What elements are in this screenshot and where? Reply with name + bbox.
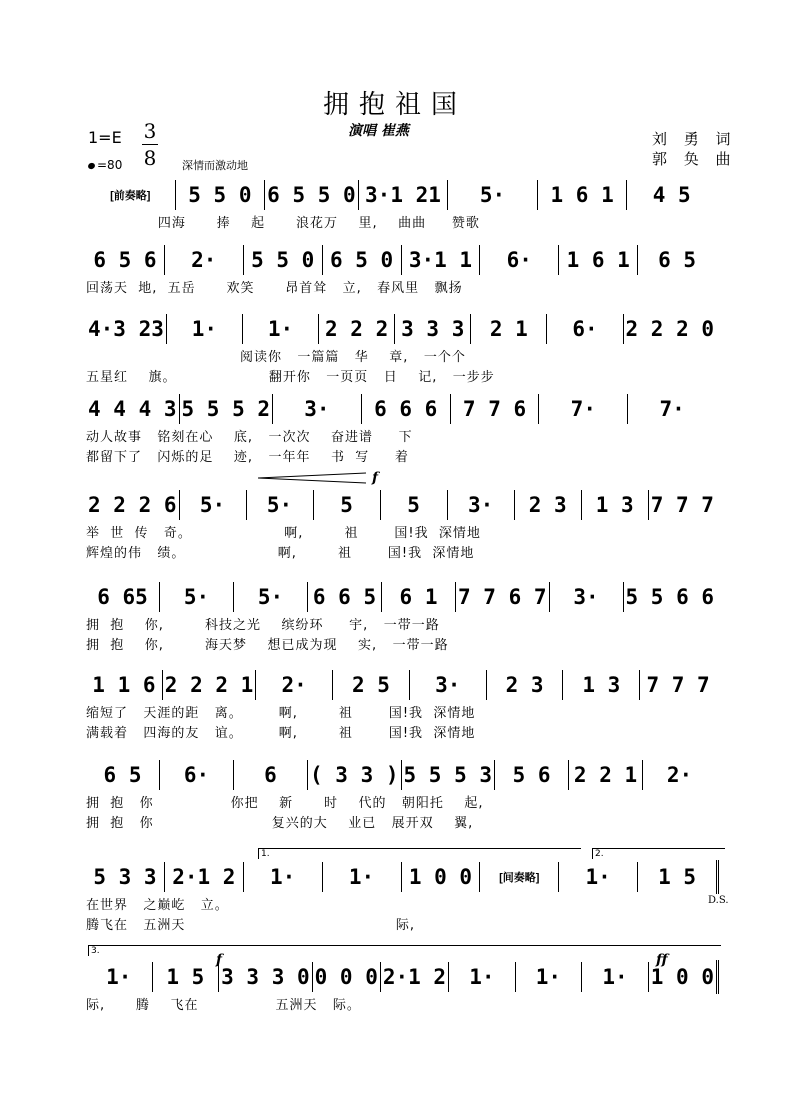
measure bbox=[272, 394, 361, 424]
time-signature bbox=[142, 118, 158, 171]
measure-notes: 1 6 1 bbox=[550, 183, 614, 207]
measure bbox=[568, 760, 642, 790]
measure bbox=[307, 760, 401, 790]
measure bbox=[179, 394, 273, 424]
expression-mark: 深情而激动地 bbox=[182, 159, 248, 172]
measure-notes: 3·1 21 bbox=[365, 183, 441, 207]
measure-notes: 6 5 0 bbox=[329, 248, 394, 272]
measure bbox=[546, 314, 622, 344]
lyric-line: 拥 抱 你 你把 新 时 代的 朝阳托 起, bbox=[86, 796, 484, 811]
lyric-line: 五星红 旗。 翻开你 一页页 日 记, 一步步 bbox=[86, 370, 495, 385]
measure-group bbox=[86, 178, 716, 212]
measure bbox=[537, 180, 627, 210]
measure bbox=[166, 314, 242, 344]
measure-notes: 1· bbox=[535, 965, 562, 989]
dynamic-forte-1: f bbox=[372, 470, 379, 486]
tempo-mark bbox=[88, 158, 122, 172]
measure-group bbox=[86, 312, 716, 346]
measure-notes: 5 5 5 3 bbox=[403, 763, 493, 787]
quarter-note-icon bbox=[87, 162, 96, 170]
lyric-line: 四海 捧 起 浪花万 里, 曲曲 赞歌 bbox=[86, 216, 480, 231]
measure-group bbox=[86, 668, 716, 702]
measure-notes: 6· bbox=[183, 763, 210, 787]
lyric-line: 在世界 之巅屹 立。 bbox=[86, 898, 229, 913]
measure-notes: 2· bbox=[191, 248, 217, 272]
measure bbox=[479, 862, 558, 892]
measure bbox=[626, 180, 716, 210]
measure-notes: 2 2 2 0 bbox=[625, 317, 715, 341]
measure-notes: 4 5 bbox=[652, 183, 691, 207]
measure bbox=[233, 760, 307, 790]
measure-notes: 5 5 5 2 bbox=[181, 397, 271, 421]
measure bbox=[558, 862, 637, 892]
measure bbox=[164, 862, 243, 892]
measure-notes: 5· bbox=[266, 493, 293, 517]
measure bbox=[159, 760, 233, 790]
measure-notes: 2·1 2 bbox=[382, 965, 447, 989]
measure bbox=[179, 490, 246, 520]
measure-notes: 1 3 bbox=[582, 673, 621, 697]
measure bbox=[86, 180, 175, 210]
measure-notes: 5· bbox=[257, 585, 284, 609]
measure-notes: 6 bbox=[264, 763, 277, 787]
measure-notes: 1 5 bbox=[658, 865, 697, 889]
measure bbox=[242, 314, 318, 344]
measure-notes: 1· bbox=[585, 865, 611, 889]
measure-notes: 7 7 6 7 bbox=[458, 585, 547, 609]
measure-notes: 1· bbox=[602, 965, 628, 989]
measure bbox=[162, 670, 256, 700]
measure bbox=[332, 670, 409, 700]
measure bbox=[455, 582, 549, 612]
measure-notes: 1 5 bbox=[166, 965, 205, 989]
measure bbox=[322, 862, 401, 892]
key-signature: 1=E bbox=[88, 128, 122, 147]
measure bbox=[233, 582, 307, 612]
measure-notes: 2 2 2 1 bbox=[164, 673, 254, 697]
measure bbox=[515, 962, 582, 992]
measure-notes: 5 6 bbox=[512, 763, 551, 787]
measure-notes: 4·3 23 bbox=[88, 317, 164, 341]
ds-mark: D.S. bbox=[708, 895, 729, 906]
measure bbox=[159, 582, 233, 612]
measure bbox=[86, 582, 159, 612]
measure-notes: 6· bbox=[506, 248, 532, 272]
measure-notes: 3 3 3 0 bbox=[221, 965, 310, 989]
measure bbox=[639, 670, 716, 700]
measure bbox=[581, 962, 648, 992]
measure bbox=[322, 245, 401, 275]
measure-notes: 2 5 bbox=[352, 673, 390, 697]
lyric-line: 辉煌的伟 绩。 啊, 祖 国!我 深情地 bbox=[86, 546, 475, 561]
measure-notes: 1· bbox=[191, 317, 218, 341]
measure-notes: 1· bbox=[267, 317, 294, 341]
measure bbox=[264, 180, 358, 210]
lyric-line: 腾飞在 五洲天 际, bbox=[86, 918, 415, 933]
lyric-line: 都留下了 闪烁的足 迹, 一年年 书 写 着 bbox=[86, 450, 409, 465]
measure bbox=[581, 490, 648, 520]
measure bbox=[637, 245, 716, 275]
measure-notes: 3· bbox=[468, 493, 494, 517]
measure bbox=[642, 760, 716, 790]
measure bbox=[562, 670, 639, 700]
measure-notes: 5 bbox=[340, 493, 353, 517]
measure bbox=[243, 862, 322, 892]
measure-notes: 6 5 6 bbox=[93, 248, 157, 272]
measure-notes: 4 4 4 3 bbox=[88, 397, 177, 421]
measure-notes: 2 2 2 6 bbox=[88, 493, 177, 517]
measure bbox=[246, 490, 313, 520]
dynamic-forte-2: f bbox=[216, 952, 223, 968]
time-sig-bottom: 8 bbox=[143, 146, 157, 170]
lyric-line: 举 世 传 奇。 啊, 祖 国!我 深情地 bbox=[86, 526, 481, 541]
measure-notes: 3·1 1 bbox=[408, 248, 473, 272]
measure-notes: 3· bbox=[573, 585, 599, 609]
measure bbox=[218, 962, 312, 992]
measure-notes: 7· bbox=[570, 397, 596, 421]
measure bbox=[86, 670, 162, 700]
measure-notes: 1· bbox=[348, 865, 375, 889]
measure bbox=[307, 582, 381, 612]
measure bbox=[514, 490, 581, 520]
lyricist-credit: 刘 勇 词 bbox=[652, 130, 737, 148]
measure-notes: 2 1 bbox=[489, 317, 528, 341]
lyric-line: 际, 腾 飞在 五洲天 际。 bbox=[86, 998, 361, 1013]
measure-notes: 6 1 bbox=[399, 585, 438, 609]
measure bbox=[627, 394, 716, 424]
measure-group bbox=[86, 488, 716, 522]
measure bbox=[401, 862, 480, 892]
lyric-line: 拥 抱 你 复兴的大 业已 展开双 翼, bbox=[86, 816, 474, 831]
measure-notes: [间奏略] bbox=[499, 872, 540, 884]
measure-notes: 5· bbox=[199, 493, 226, 517]
measure bbox=[255, 670, 332, 700]
measure-notes: 7 7 7 bbox=[646, 673, 710, 697]
song-title: 拥抱祖国 bbox=[322, 90, 467, 120]
measure-group bbox=[86, 758, 716, 792]
measure bbox=[549, 582, 623, 612]
lyric-line: 满载着 四海的友 谊。 啊, 祖 国!我 深情地 bbox=[86, 726, 476, 741]
measure-notes: ( 3 3 ) bbox=[310, 763, 399, 787]
measure-notes: 1 1 6 bbox=[92, 673, 156, 697]
measure bbox=[448, 962, 515, 992]
measure bbox=[409, 670, 486, 700]
measure-notes: 1· bbox=[270, 865, 296, 889]
measure bbox=[381, 582, 455, 612]
measure bbox=[86, 245, 164, 275]
measure bbox=[86, 760, 159, 790]
singer-credit: 演唱 崔燕 bbox=[348, 123, 409, 139]
measure-group bbox=[86, 580, 716, 614]
lyric-line: 拥 抱 你, 科技之光 缤纷环 宇, 一带一路 bbox=[86, 618, 440, 633]
first-ending-bracket: 1. bbox=[258, 848, 581, 859]
measure-notes: 1· bbox=[106, 965, 132, 989]
measure bbox=[623, 314, 717, 344]
measure-notes: 5 5 0 bbox=[251, 248, 315, 272]
measure bbox=[313, 490, 380, 520]
measure bbox=[312, 962, 380, 992]
lyric-line: 阅读你 一篇篇 华 章, 一个个 bbox=[86, 350, 466, 365]
measure bbox=[380, 962, 448, 992]
measure bbox=[538, 394, 627, 424]
tempo-value: =80 bbox=[97, 158, 123, 172]
measure bbox=[401, 245, 480, 275]
measure-notes: 5 3 3 bbox=[93, 865, 157, 889]
measure-notes: 6 5 bbox=[658, 248, 697, 272]
measure-notes: 3· bbox=[304, 397, 330, 421]
measure bbox=[401, 760, 495, 790]
measure-notes: 2· bbox=[281, 673, 307, 697]
measure bbox=[86, 862, 164, 892]
lyric-line: 拥 抱 你, 海天梦 想已成为现 实, 一带一路 bbox=[86, 638, 449, 653]
measure bbox=[175, 180, 265, 210]
measure-notes: 7· bbox=[659, 397, 685, 421]
measure bbox=[152, 962, 219, 992]
measure-notes: 2 2 1 bbox=[573, 763, 638, 787]
measure-notes: 0 0 0 bbox=[314, 965, 378, 989]
measure bbox=[243, 245, 322, 275]
lyric-line: 动人故事 铭刻在心 底, 一次次 奋进谱 下 bbox=[86, 430, 413, 445]
measure bbox=[86, 490, 179, 520]
measure-group bbox=[86, 392, 716, 426]
measure-group bbox=[86, 960, 719, 994]
measure-group bbox=[86, 860, 719, 894]
measure-notes: 7 7 6 bbox=[462, 397, 527, 421]
measure-notes: 1· bbox=[469, 965, 495, 989]
measure bbox=[648, 490, 716, 520]
measure-notes: 1 3 bbox=[595, 493, 634, 517]
measure-notes: 2· bbox=[666, 763, 693, 787]
measure-notes: 5· bbox=[183, 585, 210, 609]
measure-notes: 6 65 bbox=[97, 585, 148, 609]
measure-notes: 1 0 0 bbox=[408, 865, 473, 889]
lyric-line: 缩短了 天涯的距 离。 啊, 祖 国!我 深情地 bbox=[86, 706, 476, 721]
measure bbox=[394, 314, 470, 344]
measure bbox=[380, 490, 447, 520]
measure-notes: 5· bbox=[479, 183, 506, 207]
measure bbox=[470, 314, 546, 344]
measure-notes: 6 6 5 bbox=[312, 585, 377, 609]
crescendo-hairpin bbox=[258, 472, 368, 484]
measure bbox=[358, 180, 448, 210]
measure bbox=[318, 314, 394, 344]
measure bbox=[558, 245, 637, 275]
measure-notes: 3· bbox=[435, 673, 461, 697]
dynamic-fortissimo: ff bbox=[656, 952, 668, 968]
measure-notes: 6 6 6 bbox=[374, 397, 438, 421]
lyric-line: 回荡天 地, 五岳 欢笑 昂首耸 立, 春风里 飘扬 bbox=[86, 281, 463, 296]
measure bbox=[361, 394, 450, 424]
measure-notes: 2 2 2 bbox=[325, 317, 389, 341]
measure-notes: 3 3 3 bbox=[401, 317, 465, 341]
measure bbox=[494, 760, 568, 790]
measure-notes: 1 6 1 bbox=[566, 248, 630, 272]
measure-notes: 2 3 bbox=[505, 673, 544, 697]
measure bbox=[486, 670, 563, 700]
measure-group bbox=[86, 243, 716, 277]
second-ending-bracket: 2. bbox=[592, 848, 725, 859]
measure-notes: 5 bbox=[407, 493, 420, 517]
measure bbox=[447, 490, 514, 520]
measure bbox=[86, 962, 152, 992]
measure bbox=[623, 582, 717, 612]
measure bbox=[164, 245, 243, 275]
measure bbox=[447, 180, 537, 210]
measure-notes: 1 0 0 bbox=[650, 965, 714, 989]
measure-notes: 2·1 2 bbox=[172, 865, 236, 889]
measure-notes: 6· bbox=[572, 317, 598, 341]
measure-notes: 2 3 bbox=[528, 493, 567, 517]
measure bbox=[450, 394, 539, 424]
measure-notes: 6 5 bbox=[103, 763, 142, 787]
measure-notes: 6 5 5 0 bbox=[267, 183, 356, 207]
measure-notes: 5 5 6 6 bbox=[625, 585, 715, 609]
measure bbox=[86, 314, 166, 344]
composer-credit: 郭 奂 曲 bbox=[652, 150, 737, 168]
measure bbox=[479, 245, 558, 275]
time-sig-top: 3 bbox=[143, 119, 157, 143]
measure bbox=[86, 394, 179, 424]
coda-ending-bracket: 3. bbox=[88, 945, 721, 956]
measure-notes: 5 5 0 bbox=[188, 183, 252, 207]
measure-notes: [前奏略] bbox=[110, 190, 151, 202]
measure-notes: 7 7 7 bbox=[650, 493, 714, 517]
measure bbox=[637, 862, 716, 892]
